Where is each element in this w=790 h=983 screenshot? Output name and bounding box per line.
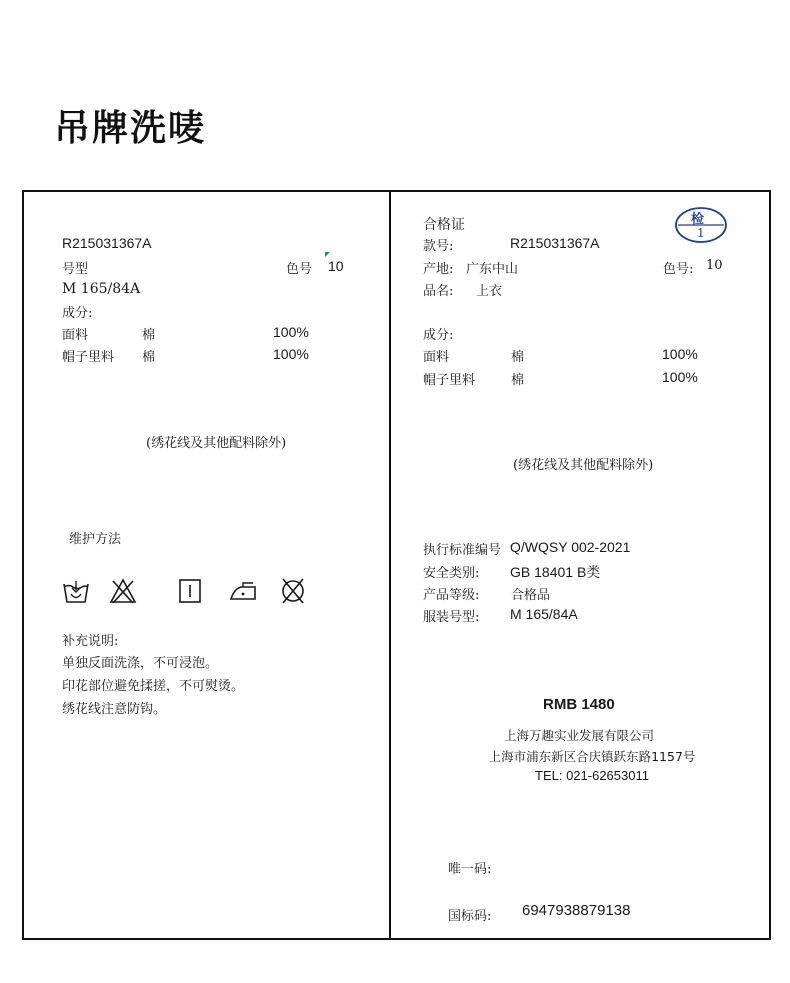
hangtag-frame: [22, 190, 771, 940]
supplement-line-1: 单独反面洗涤，不可浸泡。: [62, 656, 219, 671]
wash-30-icon: [61, 576, 91, 606]
grade-label: 产品等级:: [423, 588, 480, 603]
unique-code-label: 唯一码:: [448, 862, 492, 877]
color-label: 色号: [286, 262, 313, 277]
product-value: 上衣: [476, 284, 503, 299]
size-label: 号型: [62, 262, 89, 277]
hood-lining-percent: 100%: [662, 369, 698, 385]
standard-value: Q/WQSY 002-2021: [510, 539, 631, 555]
color-label: 色号:: [663, 262, 694, 277]
cert-title: 合格证: [423, 217, 465, 233]
safety-label: 安全类别:: [423, 566, 480, 581]
size-value: M 165/84A: [62, 281, 141, 297]
fabric-label: 面料: [62, 328, 89, 343]
inspection-seal: [674, 206, 728, 244]
supplement-line-2: 印花部位避免揉搓，不可熨烫。: [62, 679, 245, 694]
color-value: 10: [706, 258, 723, 273]
company-name: 上海万趣实业发展有限公司: [503, 728, 654, 743]
supplement-title: 补充说明:: [62, 634, 119, 649]
style-code: R215031367A: [62, 235, 152, 251]
exclusion-note: (绣花线及其他配料除外): [513, 458, 654, 473]
fabric-material: 棉: [511, 350, 525, 365]
style-label: 款号:: [423, 239, 454, 254]
garment-size-label: 服装号型:: [423, 610, 480, 625]
composition-label: 成分:: [423, 328, 454, 343]
safety-value: GB 18401 B类: [510, 564, 601, 580]
fabric-material: 棉: [142, 328, 156, 343]
standard-label: 执行标准编号: [423, 543, 502, 558]
price: RMB 1480: [543, 696, 615, 713]
exclusion-note: (绣花线及其他配料除外): [146, 436, 287, 451]
company-tel: TEL: 021-62653011: [535, 768, 649, 783]
hood-lining-percent: 100%: [273, 346, 309, 362]
line-dry-icon: [175, 576, 205, 606]
supplement-line-3: 绣花线注意防钩。: [62, 702, 167, 717]
composition-label: 成分:: [62, 306, 93, 321]
no-bleach-icon: [108, 576, 138, 606]
care-title: 维护方法: [69, 532, 122, 547]
fabric-percent: 100%: [662, 346, 698, 362]
hood-lining-material: 棉: [511, 373, 525, 388]
garment-size-value: M 165/84A: [510, 606, 578, 622]
hood-lining-label: 帽子里料: [62, 350, 115, 365]
barcode-value: 6947938879138: [522, 902, 631, 919]
origin-value: 广东中山: [466, 262, 519, 277]
fabric-label: 面料: [423, 350, 450, 365]
hood-lining-label: 帽子里料: [423, 373, 476, 388]
color-value: 10: [328, 258, 344, 274]
marker-tick: [325, 252, 330, 257]
style-value: R215031367A: [510, 235, 600, 251]
barcode-label: 国标码:: [448, 909, 492, 924]
hangtag-divider: [389, 190, 391, 940]
no-dry-clean-icon: [278, 576, 308, 606]
iron-low-icon: [228, 576, 258, 606]
page-title: 吊牌洗唛: [54, 108, 207, 149]
origin-label: 产地:: [423, 262, 454, 277]
company-address: 上海市浦东新区合庆镇跃东路1157号: [488, 749, 696, 764]
hood-lining-material: 棉: [142, 350, 156, 365]
seal-char: 检: [691, 212, 705, 227]
grade-value: 合格品: [511, 588, 551, 603]
fabric-percent: 100%: [273, 324, 309, 340]
product-label: 品名:: [423, 284, 454, 299]
seal-number: 1: [697, 226, 705, 240]
